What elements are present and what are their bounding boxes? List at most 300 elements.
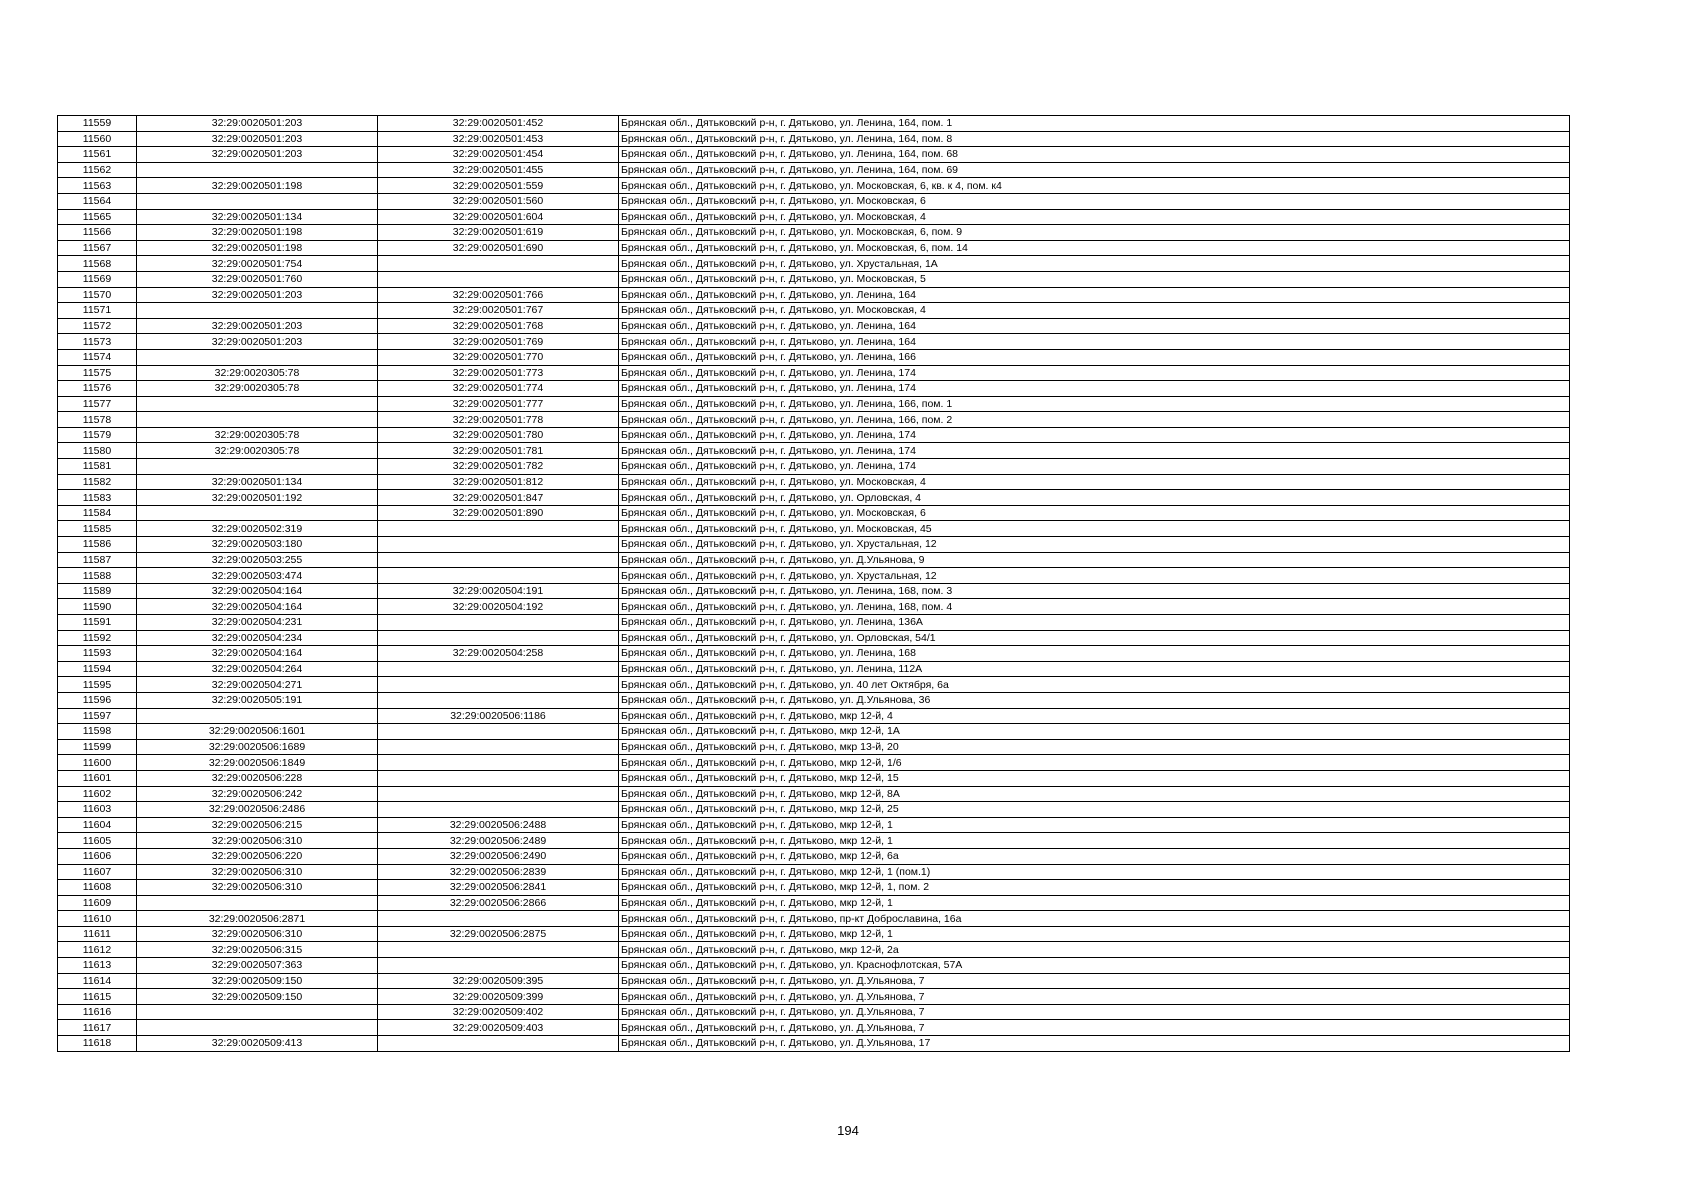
row-number-cell: 11592 xyxy=(58,630,137,646)
address-cell: Брянская обл., Дятьковский р-н, г. Дятьково, мкр 12-й, 1 xyxy=(619,833,1570,849)
object-cadastral-number-cell xyxy=(378,755,619,771)
table-row xyxy=(58,505,1570,521)
row-number-cell: 11599 xyxy=(58,739,137,755)
object-cadastral-number-cell: 32:29:0020506:2489 xyxy=(378,833,619,849)
object-cadastral-number-cell: 32:29:0020506:2841 xyxy=(378,880,619,896)
table-row xyxy=(58,287,1570,303)
cadastral-number-cell: 32:29:0020501:760 xyxy=(137,271,378,287)
cadastral-number-cell: 32:29:0020501:198 xyxy=(137,225,378,241)
object-cadastral-number-cell: 32:29:0020501:781 xyxy=(378,443,619,459)
object-cadastral-number-cell xyxy=(378,739,619,755)
address-cell: Брянская обл., Дятьковский р-н, г. Дятьково, ул. Ленина, 168, пом. 4 xyxy=(619,599,1570,615)
row-number-cell: 11606 xyxy=(58,848,137,864)
cadastral-number-cell xyxy=(137,303,378,319)
table-row xyxy=(58,599,1570,615)
cadastral-number-cell: 32:29:0020506:1689 xyxy=(137,739,378,755)
row-number-cell: 11562 xyxy=(58,162,137,178)
row-number-cell: 11617 xyxy=(58,1020,137,1036)
object-cadastral-number-cell: 32:29:0020501:780 xyxy=(378,427,619,443)
row-number-cell: 11582 xyxy=(58,474,137,490)
table-row xyxy=(58,240,1570,256)
address-cell: Брянская обл., Дятьковский р-н, г. Дятьково, ул. Московская, 45 xyxy=(619,521,1570,537)
row-number-cell: 11616 xyxy=(58,1004,137,1020)
address-cell: Брянская обл., Дятьковский р-н, г. Дятьково, ул. Ленина, 136А xyxy=(619,615,1570,631)
row-number-cell: 11576 xyxy=(58,381,137,397)
object-cadastral-number-cell xyxy=(378,256,619,272)
object-cadastral-number-cell xyxy=(378,521,619,537)
cadastral-number-cell xyxy=(137,396,378,412)
cadastral-number-cell xyxy=(137,193,378,209)
row-number-cell: 11612 xyxy=(58,942,137,958)
object-cadastral-number-cell xyxy=(378,802,619,818)
cadastral-number-cell: 32:29:0020503:474 xyxy=(137,568,378,584)
row-number-cell: 11618 xyxy=(58,1036,137,1052)
cadastral-number-cell xyxy=(137,895,378,911)
table-row xyxy=(58,271,1570,287)
cadastral-number-cell: 32:29:0020501:198 xyxy=(137,178,378,194)
row-number-cell: 11568 xyxy=(58,256,137,272)
cadastral-number-cell: 32:29:0020506:310 xyxy=(137,864,378,880)
object-cadastral-number-cell xyxy=(378,958,619,974)
address-cell: Брянская обл., Дятьковский р-н, г. Дятьково, мкр 12-й, 4 xyxy=(619,708,1570,724)
table-row xyxy=(58,459,1570,475)
object-cadastral-number-cell: 32:29:0020501:782 xyxy=(378,459,619,475)
address-cell: Брянская обл., Дятьковский р-н, г. Дятьково, мкр 12-й, 1 xyxy=(619,926,1570,942)
cadastral-number-cell: 32:29:0020501:134 xyxy=(137,209,378,225)
table-row xyxy=(58,1020,1570,1036)
cadastral-number-cell: 32:29:0020305:78 xyxy=(137,365,378,381)
object-cadastral-number-cell: 32:29:0020509:399 xyxy=(378,989,619,1005)
table-row xyxy=(58,755,1570,771)
row-number-cell: 11605 xyxy=(58,833,137,849)
object-cadastral-number-cell: 32:29:0020501:454 xyxy=(378,147,619,163)
table-row xyxy=(58,334,1570,350)
row-number-cell: 11567 xyxy=(58,240,137,256)
table-row xyxy=(58,911,1570,927)
row-number-cell: 11564 xyxy=(58,193,137,209)
object-cadastral-number-cell xyxy=(378,568,619,584)
object-cadastral-number-cell xyxy=(378,537,619,553)
address-cell: Брянская обл., Дятьковский р-н, г. Дятьково, пр-кт Доброславина, 16а xyxy=(619,911,1570,927)
row-number-cell: 11600 xyxy=(58,755,137,771)
table-row xyxy=(58,848,1570,864)
object-cadastral-number-cell xyxy=(378,911,619,927)
object-cadastral-number-cell: 32:29:0020506:2866 xyxy=(378,895,619,911)
row-number-cell: 11577 xyxy=(58,396,137,412)
table-row xyxy=(58,116,1570,132)
row-number-cell: 11575 xyxy=(58,365,137,381)
object-cadastral-number-cell: 32:29:0020501:890 xyxy=(378,505,619,521)
row-number-cell: 11609 xyxy=(58,895,137,911)
address-cell: Брянская обл., Дятьковский р-н, г. Дятьково, мкр 12-й, 2а xyxy=(619,942,1570,958)
row-number-cell: 11593 xyxy=(58,646,137,662)
object-cadastral-number-cell xyxy=(378,692,619,708)
cadastral-number-cell: 32:29:0020506:310 xyxy=(137,833,378,849)
cadastral-number-cell xyxy=(137,412,378,428)
cadastral-number-cell: 32:29:0020504:271 xyxy=(137,677,378,693)
cadastral-number-cell xyxy=(137,708,378,724)
table-row xyxy=(58,318,1570,334)
cadastral-number-cell: 32:29:0020501:203 xyxy=(137,318,378,334)
address-cell: Брянская обл., Дятьковский р-н, г. Дятьково, ул. Ленина, 174 xyxy=(619,381,1570,397)
row-number-cell: 11595 xyxy=(58,677,137,693)
table-row xyxy=(58,537,1570,553)
address-cell: Брянская обл., Дятьковский р-н, г. Дятьково, ул. Ленина, 164, пом. 68 xyxy=(619,147,1570,163)
cadastral-number-cell: 32:29:0020504:264 xyxy=(137,661,378,677)
row-number-cell: 11601 xyxy=(58,770,137,786)
table-row xyxy=(58,926,1570,942)
table-row xyxy=(58,989,1570,1005)
row-number-cell: 11590 xyxy=(58,599,137,615)
object-cadastral-number-cell xyxy=(378,770,619,786)
object-cadastral-number-cell: 32:29:0020504:258 xyxy=(378,646,619,662)
object-cadastral-number-cell: 32:29:0020501:768 xyxy=(378,318,619,334)
table-row xyxy=(58,1036,1570,1052)
table-row xyxy=(58,692,1570,708)
cadastral-number-cell: 32:29:0020502:319 xyxy=(137,521,378,537)
address-cell: Брянская обл., Дятьковский р-н, г. Дятьково, мкр 12-й, 1 (пом.1) xyxy=(619,864,1570,880)
row-number-cell: 11571 xyxy=(58,303,137,319)
row-number-cell: 11589 xyxy=(58,583,137,599)
cadastral-number-cell xyxy=(137,349,378,365)
address-cell: Брянская обл., Дятьковский р-н, г. Дятьково, ул. Д.Ульянова, 36 xyxy=(619,692,1570,708)
table-row xyxy=(58,349,1570,365)
object-cadastral-number-cell: 32:29:0020501:769 xyxy=(378,334,619,350)
table-row xyxy=(58,131,1570,147)
row-number-cell: 11591 xyxy=(58,615,137,631)
row-number-cell: 11569 xyxy=(58,271,137,287)
row-number-cell: 11596 xyxy=(58,692,137,708)
table-row xyxy=(58,864,1570,880)
registry-table xyxy=(57,115,1570,1052)
cadastral-number-cell xyxy=(137,162,378,178)
table-row xyxy=(58,193,1570,209)
object-cadastral-number-cell: 32:29:0020501:455 xyxy=(378,162,619,178)
object-cadastral-number-cell: 32:29:0020506:2488 xyxy=(378,817,619,833)
row-number-cell: 11563 xyxy=(58,178,137,194)
cadastral-number-cell: 32:29:0020504:164 xyxy=(137,599,378,615)
object-cadastral-number-cell: 32:29:0020501:619 xyxy=(378,225,619,241)
cadastral-number-cell: 32:29:0020501:203 xyxy=(137,147,378,163)
address-cell: Брянская обл., Дятьковский р-н, г. Дятьково, ул. Ленина, 168 xyxy=(619,646,1570,662)
table-row xyxy=(58,225,1570,241)
object-cadastral-number-cell: 32:29:0020501:766 xyxy=(378,287,619,303)
address-cell: Брянская обл., Дятьковский р-н, г. Дятьково, ул. Московская, 4 xyxy=(619,474,1570,490)
object-cadastral-number-cell xyxy=(378,552,619,568)
address-cell: Брянская обл., Дятьковский р-н, г. Дятьково, мкр 12-й, 1/6 xyxy=(619,755,1570,771)
row-number-cell: 11608 xyxy=(58,880,137,896)
cadastral-number-cell: 32:29:0020506:315 xyxy=(137,942,378,958)
object-cadastral-number-cell: 32:29:0020501:773 xyxy=(378,365,619,381)
table-row xyxy=(58,973,1570,989)
table-row xyxy=(58,209,1570,225)
row-number-cell: 11594 xyxy=(58,661,137,677)
address-cell: Брянская обл., Дятьковский р-н, г. Дятьково, ул. Ленина, 166, пом. 1 xyxy=(619,396,1570,412)
object-cadastral-number-cell: 32:29:0020509:402 xyxy=(378,1004,619,1020)
address-cell: Брянская обл., Дятьковский р-н, г. Дятьково, мкр 12-й, 1 xyxy=(619,817,1570,833)
row-number-cell: 11598 xyxy=(58,724,137,740)
cadastral-number-cell: 32:29:0020506:2486 xyxy=(137,802,378,818)
table-row xyxy=(58,443,1570,459)
row-number-cell: 11614 xyxy=(58,973,137,989)
row-number-cell: 11579 xyxy=(58,427,137,443)
row-number-cell: 11585 xyxy=(58,521,137,537)
cadastral-number-cell xyxy=(137,459,378,475)
cadastral-number-cell: 32:29:0020501:134 xyxy=(137,474,378,490)
table-row xyxy=(58,802,1570,818)
object-cadastral-number-cell: 32:29:0020504:192 xyxy=(378,599,619,615)
table-row xyxy=(58,427,1570,443)
address-cell: Брянская обл., Дятьковский р-н, г. Дятьково, ул. Д.Ульянова, 17 xyxy=(619,1036,1570,1052)
object-cadastral-number-cell xyxy=(378,942,619,958)
cadastral-number-cell: 32:29:0020506:310 xyxy=(137,926,378,942)
object-cadastral-number-cell: 32:29:0020501:812 xyxy=(378,474,619,490)
address-cell: Брянская обл., Дятьковский р-н, г. Дятьково, мкр 12-й, 15 xyxy=(619,770,1570,786)
table-row xyxy=(58,615,1570,631)
object-cadastral-number-cell: 32:29:0020501:770 xyxy=(378,349,619,365)
address-cell: Брянская обл., Дятьковский р-н, г. Дятьково, ул. Ленина, 164 xyxy=(619,287,1570,303)
row-number-cell: 11566 xyxy=(58,225,137,241)
address-cell: Брянская обл., Дятьковский р-н, г. Дятьково, ул. Хрустальная, 12 xyxy=(619,568,1570,584)
cadastral-number-cell: 32:29:0020509:150 xyxy=(137,989,378,1005)
cadastral-number-cell: 32:29:0020503:180 xyxy=(137,537,378,553)
cadastral-number-cell: 32:29:0020506:1849 xyxy=(137,755,378,771)
object-cadastral-number-cell: 32:29:0020506:2875 xyxy=(378,926,619,942)
object-cadastral-number-cell: 32:29:0020501:560 xyxy=(378,193,619,209)
address-cell: Брянская обл., Дятьковский р-н, г. Дятьково, ул. Д.Ульянова, 7 xyxy=(619,989,1570,1005)
object-cadastral-number-cell xyxy=(378,271,619,287)
address-cell: Брянская обл., Дятьковский р-н, г. Дятьково, ул. Краснофлотская, 57А xyxy=(619,958,1570,974)
cadastral-number-cell: 32:29:0020503:255 xyxy=(137,552,378,568)
cadastral-number-cell: 32:29:0020506:1601 xyxy=(137,724,378,740)
address-cell: Брянская обл., Дятьковский р-н, г. Дятьково, ул. Ленина, 166 xyxy=(619,349,1570,365)
address-cell: Брянская обл., Дятьковский р-н, г. Дятьково, ул. Д.Ульянова, 7 xyxy=(619,1020,1570,1036)
table-row xyxy=(58,178,1570,194)
address-cell: Брянская обл., Дятьковский р-н, г. Дятьково, ул. Ленина, 174 xyxy=(619,427,1570,443)
address-cell: Брянская обл., Дятьковский р-н, г. Дятьково, мкр 13-й, 20 xyxy=(619,739,1570,755)
cadastral-number-cell: 32:29:0020501:203 xyxy=(137,131,378,147)
address-cell: Брянская обл., Дятьковский р-н, г. Дятьково, ул. Хрустальная, 1А xyxy=(619,256,1570,272)
address-cell: Брянская обл., Дятьковский р-н, г. Дятьково, ул. Московская, 4 xyxy=(619,209,1570,225)
row-number-cell: 11588 xyxy=(58,568,137,584)
table-row xyxy=(58,381,1570,397)
table-row xyxy=(58,521,1570,537)
cadastral-number-cell: 32:29:0020504:231 xyxy=(137,615,378,631)
cadastral-number-cell xyxy=(137,505,378,521)
row-number-cell: 11565 xyxy=(58,209,137,225)
object-cadastral-number-cell xyxy=(378,1036,619,1052)
cadastral-number-cell: 32:29:0020501:203 xyxy=(137,287,378,303)
cadastral-number-cell: 32:29:0020504:234 xyxy=(137,630,378,646)
address-cell: Брянская обл., Дятьковский р-н, г. Дятьково, ул. Московская, 6, пом. 9 xyxy=(619,225,1570,241)
cadastral-number-cell: 32:29:0020501:192 xyxy=(137,490,378,506)
row-number-cell: 11603 xyxy=(58,802,137,818)
cadastral-number-cell: 32:29:0020506:2871 xyxy=(137,911,378,927)
address-cell: Брянская обл., Дятьковский р-н, г. Дятьково, ул. Ленина, 164 xyxy=(619,334,1570,350)
object-cadastral-number-cell: 32:29:0020501:559 xyxy=(378,178,619,194)
row-number-cell: 11570 xyxy=(58,287,137,303)
address-cell: Брянская обл., Дятьковский р-н, г. Дятьково, ул. Ленина, 112А xyxy=(619,661,1570,677)
object-cadastral-number-cell xyxy=(378,661,619,677)
object-cadastral-number-cell: 32:29:0020506:1186 xyxy=(378,708,619,724)
object-cadastral-number-cell: 32:29:0020506:2839 xyxy=(378,864,619,880)
table-row xyxy=(58,303,1570,319)
cadastral-number-cell: 32:29:0020506:215 xyxy=(137,817,378,833)
table-row xyxy=(58,630,1570,646)
address-cell: Брянская обл., Дятьковский р-н, г. Дятьково, ул. Ленина, 168, пом. 3 xyxy=(619,583,1570,599)
cadastral-number-cell: 32:29:0020305:78 xyxy=(137,427,378,443)
object-cadastral-number-cell: 32:29:0020501:774 xyxy=(378,381,619,397)
address-cell: Брянская обл., Дятьковский р-н, г. Дятьково, ул. Ленина, 164, пом. 69 xyxy=(619,162,1570,178)
object-cadastral-number-cell: 32:29:0020501:847 xyxy=(378,490,619,506)
cadastral-number-cell: 32:29:0020501:754 xyxy=(137,256,378,272)
row-number-cell: 11610 xyxy=(58,911,137,927)
row-number-cell: 11572 xyxy=(58,318,137,334)
row-number-cell: 11580 xyxy=(58,443,137,459)
row-number-cell: 11615 xyxy=(58,989,137,1005)
address-cell: Брянская обл., Дятьковский р-н, г. Дятьково, мкр 12-й, 25 xyxy=(619,802,1570,818)
row-number-cell: 11602 xyxy=(58,786,137,802)
cadastral-number-cell: 32:29:0020501:203 xyxy=(137,116,378,132)
address-cell: Брянская обл., Дятьковский р-н, г. Дятьково, ул. Московская, 6 xyxy=(619,505,1570,521)
table-row xyxy=(58,568,1570,584)
row-number-cell: 11561 xyxy=(58,147,137,163)
address-cell: Брянская обл., Дятьковский р-н, г. Дятьково, ул. Ленина, 174 xyxy=(619,365,1570,381)
object-cadastral-number-cell xyxy=(378,630,619,646)
address-cell: Брянская обл., Дятьковский р-н, г. Дятьково, мкр 12-й, 1А xyxy=(619,724,1570,740)
row-number-cell: 11586 xyxy=(58,537,137,553)
address-cell: Брянская обл., Дятьковский р-н, г. Дятьково, ул. Д.Ульянова, 9 xyxy=(619,552,1570,568)
object-cadastral-number-cell xyxy=(378,677,619,693)
table-row xyxy=(58,646,1570,662)
table-row xyxy=(58,817,1570,833)
address-cell: Брянская обл., Дятьковский р-н, г. Дятьково, ул. Ленина, 166, пом. 2 xyxy=(619,412,1570,428)
address-cell: Брянская обл., Дятьковский р-н, г. Дятьково, ул. Московская, 6, пом. 14 xyxy=(619,240,1570,256)
cadastral-number-cell: 32:29:0020501:203 xyxy=(137,334,378,350)
object-cadastral-number-cell: 32:29:0020501:604 xyxy=(378,209,619,225)
table-row xyxy=(58,833,1570,849)
address-cell: Брянская обл., Дятьковский р-н, г. Дятьково, ул. Хрустальная, 12 xyxy=(619,537,1570,553)
table-row xyxy=(58,724,1570,740)
object-cadastral-number-cell xyxy=(378,724,619,740)
cadastral-number-cell: 32:29:0020305:78 xyxy=(137,381,378,397)
cadastral-number-cell: 32:29:0020509:413 xyxy=(137,1036,378,1052)
table-row xyxy=(58,942,1570,958)
row-number-cell: 11607 xyxy=(58,864,137,880)
cadastral-number-cell: 32:29:0020506:220 xyxy=(137,848,378,864)
table-row xyxy=(58,880,1570,896)
address-cell: Брянская обл., Дятьковский р-н, г. Дятьково, ул. Московская, 6, кв. к 4, пом. к4 xyxy=(619,178,1570,194)
row-number-cell: 11583 xyxy=(58,490,137,506)
row-number-cell: 11613 xyxy=(58,958,137,974)
cadastral-number-cell: 32:29:0020507:363 xyxy=(137,958,378,974)
table-row xyxy=(58,256,1570,272)
table-row xyxy=(58,147,1570,163)
object-cadastral-number-cell: 32:29:0020509:403 xyxy=(378,1020,619,1036)
registry-table-body xyxy=(58,116,1570,1052)
table-row xyxy=(58,396,1570,412)
address-cell: Брянская обл., Дятьковский р-н, г. Дятьково, ул. Орловская, 54/1 xyxy=(619,630,1570,646)
table-row xyxy=(58,786,1570,802)
cadastral-number-cell: 32:29:0020509:150 xyxy=(137,973,378,989)
cadastral-number-cell: 32:29:0020506:310 xyxy=(137,880,378,896)
cadastral-number-cell: 32:29:0020501:198 xyxy=(137,240,378,256)
object-cadastral-number-cell: 32:29:0020501:690 xyxy=(378,240,619,256)
table-row xyxy=(58,770,1570,786)
address-cell: Брянская обл., Дятьковский р-н, г. Дятьково, ул. Ленина, 174 xyxy=(619,443,1570,459)
cadastral-number-cell: 32:29:0020506:228 xyxy=(137,770,378,786)
address-cell: Брянская обл., Дятьковский р-н, г. Дятьково, ул. Д.Ульянова, 7 xyxy=(619,1004,1570,1020)
row-number-cell: 11559 xyxy=(58,116,137,132)
table-row xyxy=(58,474,1570,490)
row-number-cell: 11611 xyxy=(58,926,137,942)
table-row xyxy=(58,365,1570,381)
table-row xyxy=(58,552,1570,568)
table-row xyxy=(58,708,1570,724)
object-cadastral-number-cell: 32:29:0020501:777 xyxy=(378,396,619,412)
address-cell: Брянская обл., Дятьковский р-н, г. Дятьково, мкр 12-й, 8А xyxy=(619,786,1570,802)
cadastral-number-cell xyxy=(137,1020,378,1036)
row-number-cell: 11581 xyxy=(58,459,137,475)
table-row xyxy=(58,677,1570,693)
address-cell: Брянская обл., Дятьковский р-н, г. Дятьково, ул. Орловская, 4 xyxy=(619,490,1570,506)
object-cadastral-number-cell xyxy=(378,786,619,802)
address-cell: Брянская обл., Дятьковский р-н, г. Дятьково, ул. Ленина, 164, пом. 1 xyxy=(619,116,1570,132)
row-number-cell: 11597 xyxy=(58,708,137,724)
cadastral-number-cell: 32:29:0020305:78 xyxy=(137,443,378,459)
address-cell: Брянская обл., Дятьковский р-н, г. Дятьково, ул. Московская, 5 xyxy=(619,271,1570,287)
address-cell: Брянская обл., Дятьковский р-н, г. Дятьково, мкр 12-й, 6а xyxy=(619,848,1570,864)
row-number-cell: 11574 xyxy=(58,349,137,365)
address-cell: Брянская обл., Дятьковский р-н, г. Дятьково, мкр 12-й, 1 xyxy=(619,895,1570,911)
address-cell: Брянская обл., Дятьковский р-н, г. Дятьково, ул. Ленина, 164, пом. 8 xyxy=(619,131,1570,147)
table-row xyxy=(58,162,1570,178)
row-number-cell: 11587 xyxy=(58,552,137,568)
object-cadastral-number-cell: 32:29:0020501:452 xyxy=(378,116,619,132)
cadastral-number-cell: 32:29:0020504:164 xyxy=(137,583,378,599)
table-row xyxy=(58,661,1570,677)
object-cadastral-number-cell: 32:29:0020504:191 xyxy=(378,583,619,599)
address-cell: Брянская обл., Дятьковский р-н, г. Дятьково, ул. Ленина, 174 xyxy=(619,459,1570,475)
cadastral-number-cell: 32:29:0020506:242 xyxy=(137,786,378,802)
row-number-cell: 11584 xyxy=(58,505,137,521)
address-cell: Брянская обл., Дятьковский р-н, г. Дятьково, ул. 40 лет Октября, 6а xyxy=(619,677,1570,693)
cadastral-number-cell: 32:29:0020505:191 xyxy=(137,692,378,708)
table-row xyxy=(58,895,1570,911)
address-cell: Брянская обл., Дятьковский р-н, г. Дятьково, ул. Ленина, 164 xyxy=(619,318,1570,334)
page-number: 194 xyxy=(837,1123,859,1138)
table-row xyxy=(58,739,1570,755)
table-row xyxy=(58,583,1570,599)
address-cell: Брянская обл., Дятьковский р-н, г. Дятьково, ул. Московская, 4 xyxy=(619,303,1570,319)
address-cell: Брянская обл., Дятьковский р-н, г. Дятьково, ул. Московская, 6 xyxy=(619,193,1570,209)
object-cadastral-number-cell: 32:29:0020509:395 xyxy=(378,973,619,989)
row-number-cell: 11604 xyxy=(58,817,137,833)
table-row xyxy=(58,1004,1570,1020)
address-cell: Брянская обл., Дятьковский р-н, г. Дятьково, ул. Д.Ульянова, 7 xyxy=(619,973,1570,989)
object-cadastral-number-cell: 32:29:0020501:453 xyxy=(378,131,619,147)
object-cadastral-number-cell: 32:29:0020506:2490 xyxy=(378,848,619,864)
table-row xyxy=(58,958,1570,974)
table-row xyxy=(58,490,1570,506)
row-number-cell: 11578 xyxy=(58,412,137,428)
row-number-cell: 11573 xyxy=(58,334,137,350)
row-number-cell: 11560 xyxy=(58,131,137,147)
table-row xyxy=(58,412,1570,428)
object-cadastral-number-cell: 32:29:0020501:778 xyxy=(378,412,619,428)
cadastral-number-cell: 32:29:0020504:164 xyxy=(137,646,378,662)
object-cadastral-number-cell: 32:29:0020501:767 xyxy=(378,303,619,319)
